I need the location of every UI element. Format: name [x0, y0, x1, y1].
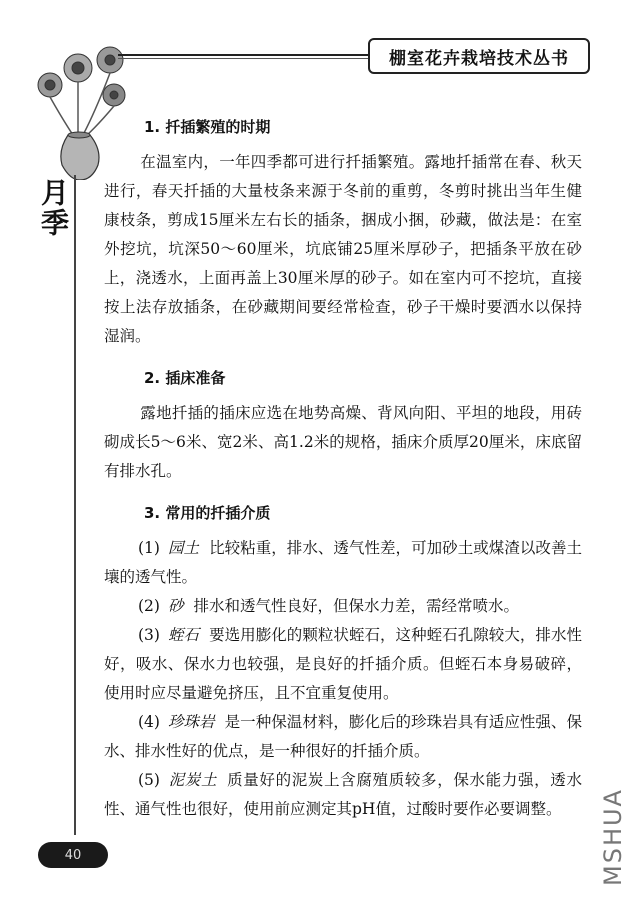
- item-term: 珍珠岩: [167, 713, 215, 731]
- paragraph-text: 在温室内，一年四季都可进行扦插繁殖。露地扦插常在春、秋天进行，春天扦插的大量枝条来源于冬前的重剪，冬剪时挑出当年生健康枝条，剪成15厘米左右长的插条，捆成小捆，砂藏，做法是：在室外挖坑，坑深50～60厘米，坑底铺25厘米厚砂子，把插条平放在砂上，浇透水，上面再盖上30厘米厚的砂子。如在室内可不挖坑，直接按上法存放插条，在砂藏期间要经常检查，砂子干燥时要洒水以保持湿润。: [104, 153, 582, 345]
- series-title: 棚室花卉栽培技术丛书: [368, 38, 590, 74]
- medium-list: [104, 534, 582, 824]
- item-number: (5): [138, 771, 160, 789]
- list-item: [104, 708, 582, 766]
- list-item: [104, 766, 582, 824]
- side-rule: [74, 175, 76, 835]
- item-text: 是一种保温材料，膨化后的珍珠岩具有适应性强、保水、排水性好的优点，是一种很好的扦插介质。: [104, 713, 582, 760]
- page-number: 40: [38, 842, 108, 868]
- chapter-side-title: 月季: [37, 178, 70, 238]
- item-number: (4): [138, 713, 160, 731]
- item-term: 泥炭土: [167, 771, 218, 789]
- item-term: 蛭石: [167, 626, 200, 644]
- section-paragraph: [104, 399, 582, 486]
- header-rule-thin: [118, 58, 368, 59]
- section-title: 2. 插床准备: [144, 369, 226, 387]
- item-number: (1): [138, 539, 160, 557]
- section-paragraph: [104, 148, 582, 351]
- section-title: 1. 扦插繁殖的时期: [144, 118, 271, 136]
- item-text: 要选用膨化的颗粒状蛭石，这种蛭石孔隙较大，排水性好，吸水、保水力也较强，是良好的扦插介质。但蛭石本身易破碎，使用时应尽量避免挤压，且不宜重复使用。: [104, 626, 582, 702]
- item-term: 砂: [167, 597, 184, 615]
- item-text: 比较粘重，排水、透气性差，可加砂土或煤渣以改善土壤的透气性。: [104, 539, 582, 586]
- list-item: [104, 534, 582, 592]
- item-text: 排水和透气性良好，但保水力差，需经常喷水。: [193, 597, 519, 615]
- item-term: 园土: [167, 539, 200, 557]
- item-text: 质量好的泥炭上含腐殖质较多，保水能力强，透水性、通气性也很好，使用前应测定其pH值，过酸时要作必要调整。: [104, 771, 582, 818]
- item-number: (2): [138, 597, 160, 615]
- section-title: 3. 常用的扦插介质: [144, 504, 271, 522]
- item-number: (3): [138, 626, 160, 644]
- list-item: [104, 592, 582, 621]
- page-content: [104, 112, 582, 824]
- header-rule: [118, 54, 368, 56]
- paragraph-text: 露地扦插的插床应选在地势高燥、背风向阳、平坦的地段，用砖砌成长5～6米、宽2米、高1.2米的规格，插床介质厚20厘米，床底留有排水孔。: [104, 404, 582, 480]
- list-item: [104, 621, 582, 708]
- watermark: MSHUA: [599, 788, 627, 886]
